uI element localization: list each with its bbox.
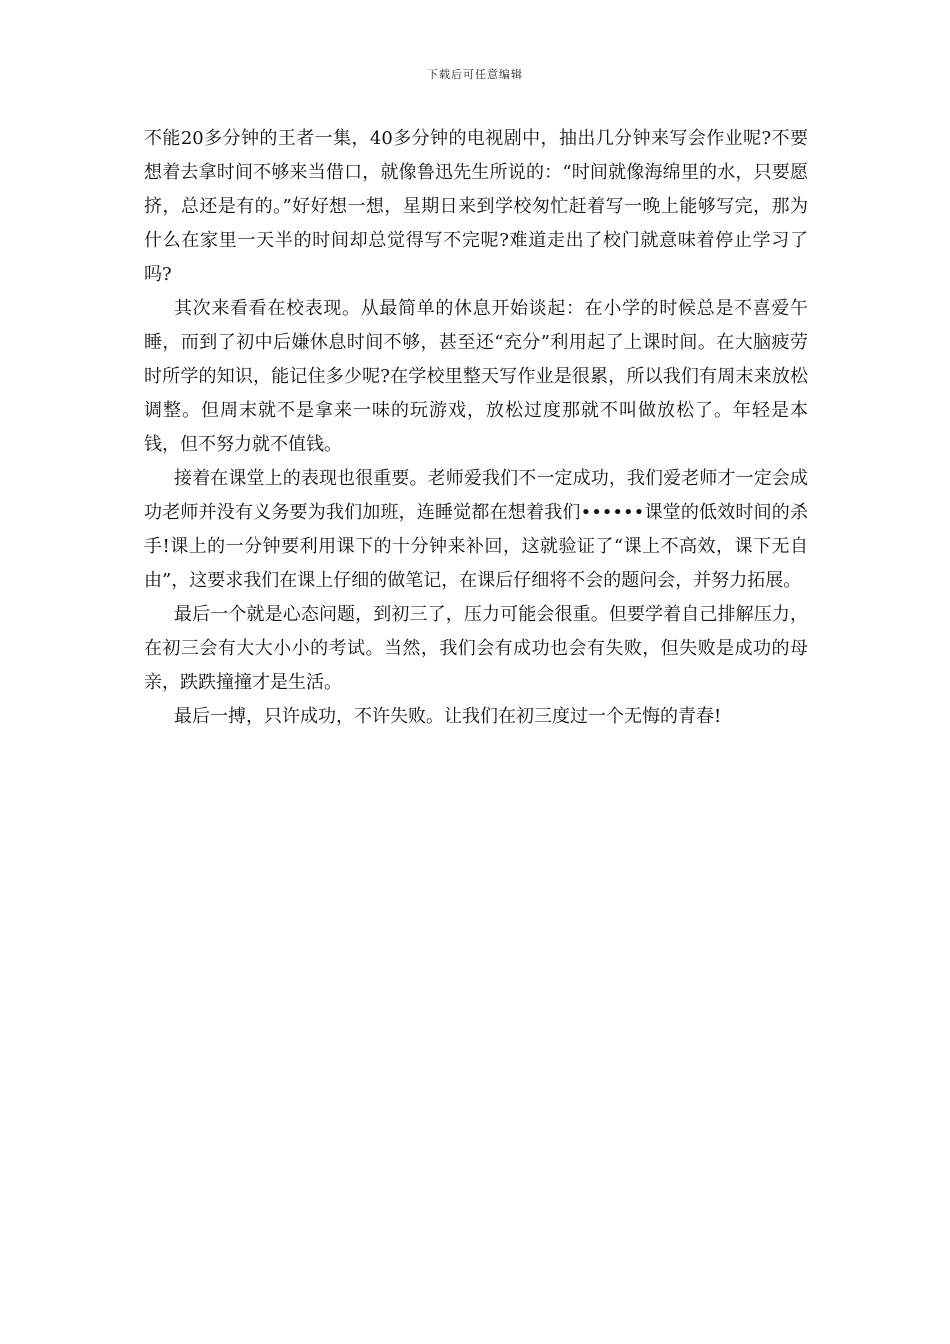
paragraph-1: 不能20多分钟的王者一集，40多分钟的电视剧中，抽出几分钟来写会作业呢?不要想着去拿时间不够来当借口，就像鲁迅先生所说的：“时间就像海绵里的水，只要愿挤，总还是有的。”好好想一想，星期日来到学校匆忙赶着写一晚上能够写完，那为什么在家里一天半的时间却总觉得写不完呢?难道走出了校门就意味着停止学习了吗?: [144, 128, 808, 285]
paragraph-3: 接着在课堂上的表现也很重要。老师爱我们不一定成功，我们爱老师才一定会成功老师并没有义务要为我们加班，连睡觉都在想着我们••••••课堂的低效时间的杀手!课上的一分钟要利用课下的十分钟来补回，这就验证了“课上不高效，课下无自由”，这要求我们在课上仔细的做笔记，在课后仔细将不会的题问会，并努力拓展。: [144, 468, 808, 591]
paragraph-5: 最后一搏，只许成功，不许失败。让我们在初三度过一个无悔的青春!: [174, 706, 722, 727]
paragraph-4: 最后一个就是心态问题，到初三了，压力可能会很重。但要学着自己排解压力，在初三会有大大小小的考试。当然，我们会有成功也会有失败，但失败是成功的母亲，跌跌撞撞才是生活。: [144, 604, 808, 693]
page-header-note: 下载后可任意编辑: [427, 68, 523, 81]
paragraph-2: 其次来看看在校表现。从最简单的休息开始谈起：在小学的时候总是不喜爱午睡，而到了初中后嫌休息时间不够，甚至还“充分”利用起了上课时间。在大脑疲劳时所学的知识，能记住多少呢?在学校里整天写作业是很累，所以我们有周末来放松调整。但周末就不是拿来一味的玩游戏，放松过度那就不叫做放松了。年轻是本钱，但不努力就不值钱。: [144, 298, 808, 455]
document-body: [144, 122, 808, 734]
